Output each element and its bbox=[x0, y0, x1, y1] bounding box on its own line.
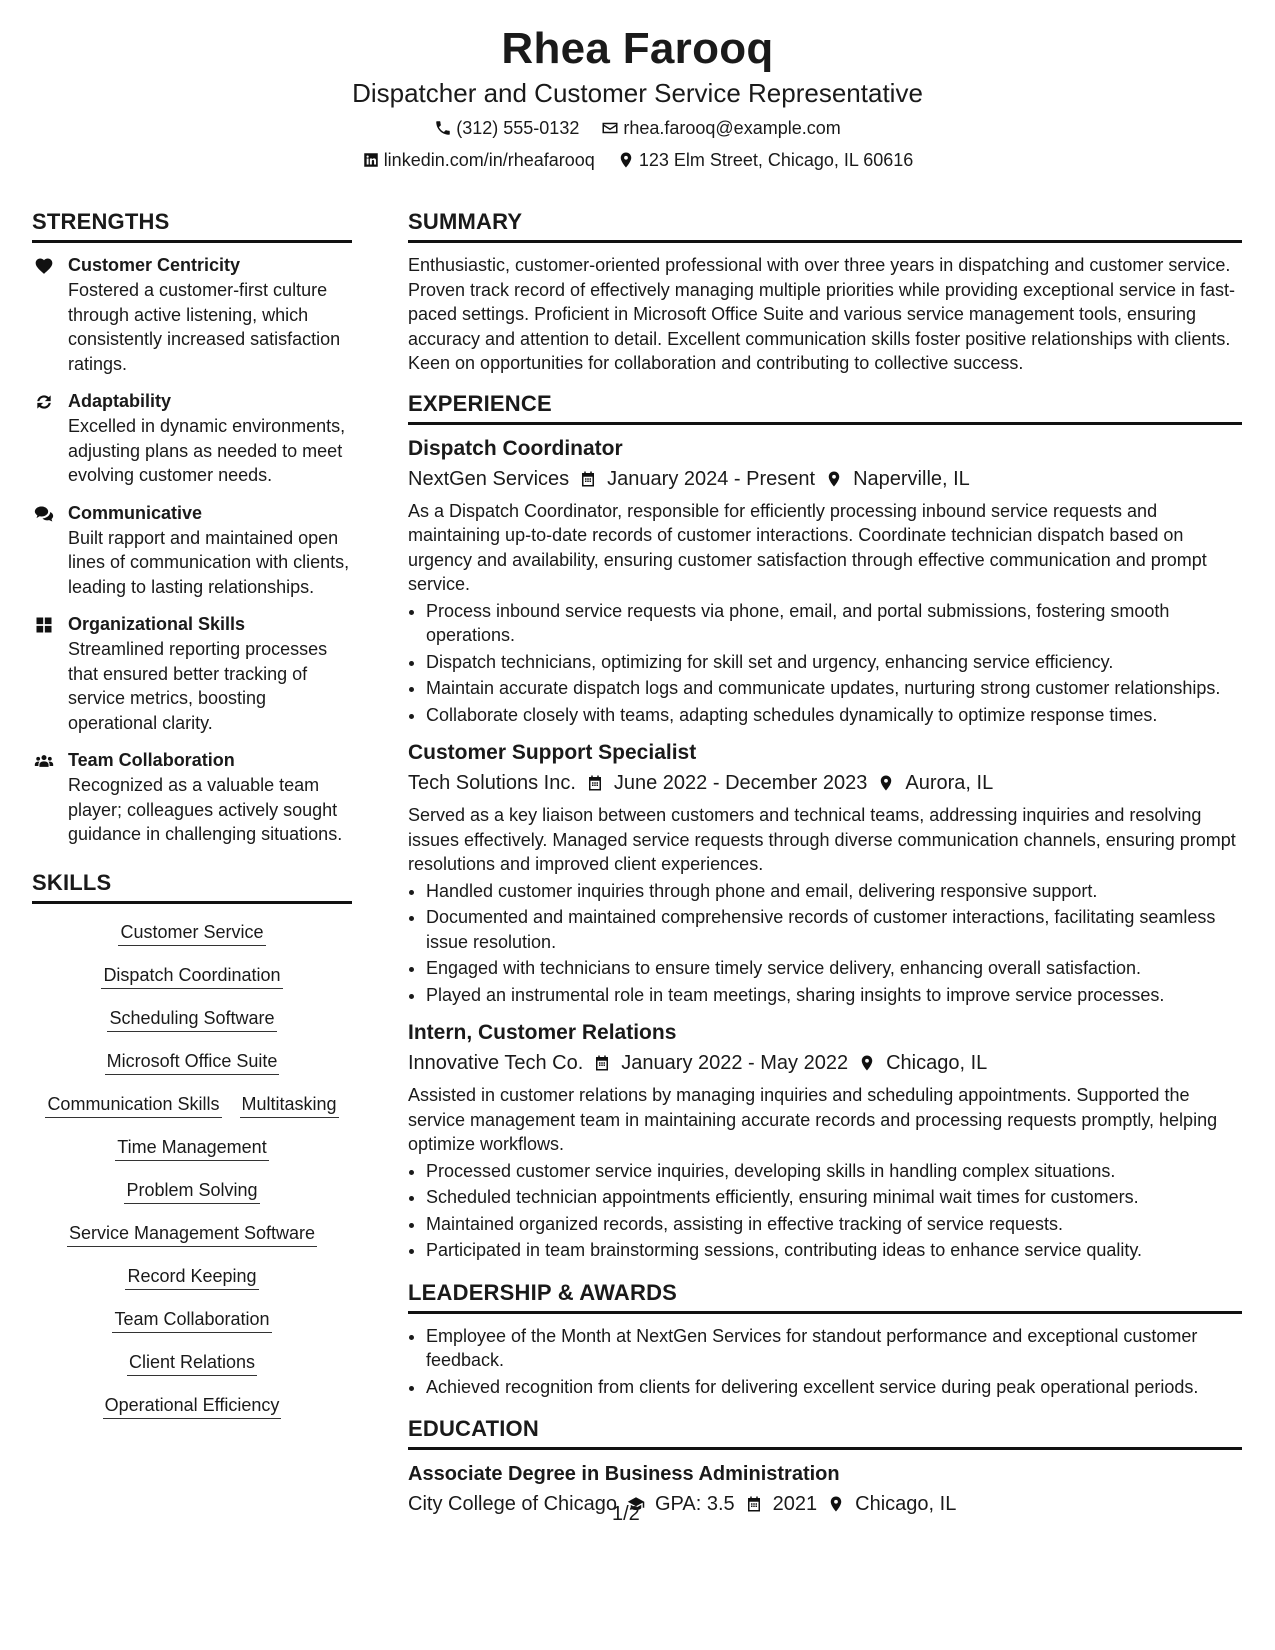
address-text: 123 Elm Street, Chicago, IL 60616 bbox=[638, 150, 914, 170]
email-text: rhea.farooq@example.com bbox=[623, 118, 841, 138]
skill-tag: Operational Efficiency bbox=[103, 1393, 282, 1419]
skill-tag: Client Relations bbox=[127, 1350, 257, 1376]
strength-icon-wrap bbox=[32, 389, 56, 488]
skill-line bbox=[32, 1049, 352, 1075]
job-bullet: • Dispatch technicians, optimizing for skill set and urgency, enhancing service efficiency. bbox=[426, 650, 1242, 675]
education-meta bbox=[408, 1490, 1242, 1518]
strength-icon-wrap bbox=[32, 612, 56, 735]
strength-icon-wrap bbox=[32, 748, 56, 847]
users-icon bbox=[34, 751, 54, 771]
skill-line bbox=[32, 1092, 352, 1118]
strength-name: Team Collaboration bbox=[68, 750, 235, 770]
map-pin-icon bbox=[825, 470, 843, 488]
calendar-icon bbox=[586, 774, 604, 792]
page-number: 1/2 bbox=[612, 1503, 640, 1525]
strength-name: Organizational Skills bbox=[68, 614, 246, 634]
skill-tag: Multitasking bbox=[240, 1092, 339, 1118]
strength-desc: Streamlined reporting processes that ensured better tracking of service metrics, boosting operational clarity. bbox=[68, 639, 328, 733]
phone-text: (312) 555-0132 bbox=[456, 118, 580, 138]
strength-name: Customer Centricity bbox=[68, 255, 241, 275]
job-bullets bbox=[408, 599, 1242, 728]
job-title: Customer Support Specialist bbox=[408, 741, 697, 764]
linkedin-icon bbox=[362, 151, 380, 169]
contact-email[interactable] bbox=[601, 116, 840, 140]
degree-title: Associate Degree in Business Administration bbox=[408, 1463, 840, 1485]
skill-line bbox=[32, 1135, 352, 1161]
map-pin-icon bbox=[827, 1495, 845, 1513]
job-meta bbox=[408, 1049, 1242, 1077]
job-bullet: • Participated in team brainstorming sessions, contributing ideas to enhance service quality. bbox=[426, 1238, 1242, 1263]
job-dates: January 2024 - Present bbox=[607, 467, 816, 490]
school-name: City College of Chicago bbox=[408, 1493, 617, 1515]
skill-line bbox=[32, 1006, 352, 1032]
candidate-name: Rhea Farooq bbox=[501, 24, 774, 73]
map-pin-icon bbox=[877, 774, 895, 792]
contact-row-1 bbox=[0, 116, 1275, 140]
skill-line bbox=[32, 963, 352, 989]
job-bullet: • Engaged with technicians to ensure timely service delivery, enhancing overall satisfaction. bbox=[426, 956, 1242, 981]
envelope-icon bbox=[601, 119, 619, 137]
calendar-icon bbox=[745, 1495, 763, 1513]
contact-linkedin[interactable] bbox=[362, 148, 595, 172]
contact-address bbox=[617, 148, 914, 172]
strength-icon-wrap bbox=[32, 253, 56, 376]
job-bullet: • Documented and maintained comprehensive records of customer interactions, facilitating seamless issue resolution. bbox=[426, 905, 1242, 954]
job-bullet: • Processed customer service inquiries, developing skills in handling complex situations. bbox=[426, 1159, 1242, 1184]
strength-desc: Fostered a customer-first culture through active listening, which consistently increased satisfaction ratings. bbox=[68, 280, 341, 374]
job-dates-item bbox=[579, 465, 815, 493]
right-column bbox=[408, 208, 1242, 1524]
awards-heading: LEADERSHIP & AWARDS bbox=[408, 1279, 1242, 1314]
strengths-list bbox=[32, 253, 352, 847]
strength-body bbox=[68, 612, 352, 735]
job-entry bbox=[408, 435, 1242, 728]
skill-tag: Microsoft Office Suite bbox=[105, 1049, 280, 1075]
strength-name: Adaptability bbox=[68, 391, 172, 411]
job-entry bbox=[408, 739, 1242, 1007]
job-meta bbox=[408, 769, 1242, 797]
job-bullet: • Played an instrumental role in team meetings, sharing insights to improve service processes. bbox=[426, 983, 1242, 1008]
skill-line bbox=[32, 1307, 352, 1333]
sync-icon bbox=[34, 392, 54, 412]
skill-tag: Team Collaboration bbox=[112, 1307, 271, 1333]
skill-tag: Record Keeping bbox=[125, 1264, 258, 1290]
summary-text: Enthusiastic, customer-oriented professional with over three years in dispatching and customer service. Proven track record of effectively managing multiple priorities while providing exceptional service in fast-paced settings. Proficient in Microsoft Office Suite and various service management tools, ensuring accuracy and attention to detail. Excellent communication skills foster positive relationships with clients. Keen on opportunities for collaboration and contributing to collective success. bbox=[408, 255, 1236, 373]
strengths-heading: STRENGTHS bbox=[32, 208, 352, 243]
job-bullet: • Scheduled technician appointments efficiently, ensuring minimal wait times for customers. bbox=[426, 1185, 1242, 1210]
company-name: Innovative Tech Co. bbox=[408, 1052, 584, 1074]
edu-location-item bbox=[827, 1490, 956, 1518]
job-title: Dispatch Coordinator bbox=[408, 436, 623, 460]
job-description: Assisted in customer relations by managing inquiries and scheduling appointments. Supported the service management team in maintaining accurate records and processing requests promptly, helping optimize workflows. bbox=[408, 1085, 1218, 1154]
phone-icon bbox=[434, 119, 452, 137]
strength-icon-wrap bbox=[32, 501, 56, 600]
job-location: Chicago, IL bbox=[886, 1052, 988, 1074]
education-heading: EDUCATION bbox=[408, 1415, 1242, 1450]
strength-item bbox=[32, 612, 352, 735]
grid-icon bbox=[34, 615, 54, 635]
strength-body bbox=[68, 501, 352, 600]
strength-desc: Excelled in dynamic environments, adjusting plans as needed to meet evolving customer needs. bbox=[68, 416, 346, 485]
contact-phone[interactable] bbox=[434, 116, 579, 140]
job-location: Aurora, IL bbox=[905, 772, 994, 794]
skills-list bbox=[32, 914, 352, 1419]
skill-line bbox=[32, 1350, 352, 1376]
comments-icon bbox=[34, 504, 54, 524]
award-item: • Employee of the Month at NextGen Services for standout performance and exceptional customer feedback. bbox=[426, 1324, 1242, 1373]
left-column bbox=[32, 208, 352, 1419]
job-dates-item bbox=[593, 1049, 848, 1077]
strength-item bbox=[32, 748, 352, 847]
skill-tag: Time Management bbox=[115, 1135, 268, 1161]
skill-line bbox=[32, 1393, 352, 1419]
job-description: Served as a key liaison between customers and technical teams, addressing inquiries and resolving issues effectively. Managed service requests through diverse communication channels, ensuring prompt resolutions and improved client experiences. bbox=[408, 805, 1236, 874]
heart-icon bbox=[34, 256, 54, 276]
map-pin-icon bbox=[858, 1054, 876, 1072]
strength-desc: Recognized as a valuable team player; colleagues actively sought guidance in challenging situations. bbox=[68, 775, 343, 844]
candidate-title: Dispatcher and Customer Service Representative bbox=[352, 78, 923, 108]
experience-heading: EXPERIENCE bbox=[408, 390, 1242, 425]
job-meta bbox=[408, 465, 1242, 493]
job-location-item bbox=[825, 465, 970, 493]
strength-body bbox=[68, 253, 352, 376]
job-bullet: • Handled customer inquiries through phone and email, delivering responsive support. bbox=[426, 879, 1242, 904]
job-bullets bbox=[408, 879, 1242, 1008]
job-dates: June 2022 - December 2023 bbox=[613, 772, 868, 794]
skill-line bbox=[32, 1178, 352, 1204]
strength-body bbox=[68, 389, 352, 488]
job-bullet: • Maintain accurate dispatch logs and communicate updates, nurturing strong customer relationships. bbox=[426, 676, 1242, 701]
job-entry bbox=[408, 1019, 1242, 1263]
skill-line bbox=[32, 1221, 352, 1247]
map-pin-icon bbox=[617, 151, 635, 169]
skill-tag: Dispatch Coordination bbox=[101, 963, 282, 989]
strength-desc: Built rapport and maintained open lines of communication with clients, leading to lasting relationships. bbox=[68, 527, 350, 597]
skill-tag: Communication Skills bbox=[45, 1092, 221, 1118]
summary-heading: SUMMARY bbox=[408, 208, 1242, 243]
gpa-item bbox=[627, 1490, 735, 1518]
skill-tag: Scheduling Software bbox=[107, 1006, 276, 1032]
year-text: 2021 bbox=[772, 1493, 818, 1515]
skill-line bbox=[32, 920, 352, 946]
strength-item bbox=[32, 501, 352, 600]
skill-tag: Service Management Software bbox=[67, 1221, 317, 1247]
award-item: • Achieved recognition from clients for delivering excellent service during peak operational periods. bbox=[426, 1375, 1242, 1400]
skill-tag: Problem Solving bbox=[124, 1178, 259, 1204]
job-location-item bbox=[858, 1049, 987, 1077]
awards-list bbox=[408, 1324, 1242, 1400]
job-location: Naperville, IL bbox=[853, 467, 970, 490]
company-name: NextGen Services bbox=[408, 467, 570, 490]
calendar-icon bbox=[593, 1054, 611, 1072]
company-name: Tech Solutions Inc. bbox=[408, 772, 576, 794]
strength-item bbox=[32, 389, 352, 488]
edu-location-text: Chicago, IL bbox=[855, 1493, 957, 1515]
job-bullet: • Maintained organized records, assisting in effective tracking of service requests. bbox=[426, 1212, 1242, 1237]
job-bullets bbox=[408, 1159, 1242, 1263]
job-description: As a Dispatch Coordinator, responsible for efficiently processing inbound service requests and maintaining up-to-date records of customer interactions. Coordinate technician dispatch based on urgency and availability, ensuring customer satisfaction through effective communication and prompt service. bbox=[408, 500, 1207, 594]
skill-line bbox=[32, 1264, 352, 1290]
linkedin-text: linkedin.com/in/rheafarooq bbox=[383, 150, 595, 170]
skill-tag: Customer Service bbox=[118, 920, 265, 946]
job-location-item bbox=[877, 769, 993, 797]
strength-name: Communicative bbox=[68, 502, 203, 523]
strength-item bbox=[32, 253, 352, 376]
job-dates-item bbox=[586, 769, 868, 797]
job-bullet: • Process inbound service requests via phone, email, and portal submissions, fostering smooth operations. bbox=[426, 599, 1242, 648]
job-title: Intern, Customer Relations bbox=[408, 1021, 677, 1044]
gpa-text: GPA: 3.5 bbox=[655, 1493, 735, 1515]
job-dates: January 2022 - May 2022 bbox=[621, 1052, 849, 1074]
jobs-list bbox=[408, 435, 1242, 1263]
contact-row-2 bbox=[0, 148, 1275, 172]
skills-heading: SKILLS bbox=[32, 869, 352, 904]
year-item bbox=[745, 1490, 818, 1518]
strength-body bbox=[68, 748, 352, 847]
resume-header bbox=[0, 22, 1275, 172]
job-bullet: • Collaborate closely with teams, adapting schedules dynamically to optimize response times. bbox=[426, 703, 1242, 728]
calendar-icon bbox=[579, 470, 597, 488]
